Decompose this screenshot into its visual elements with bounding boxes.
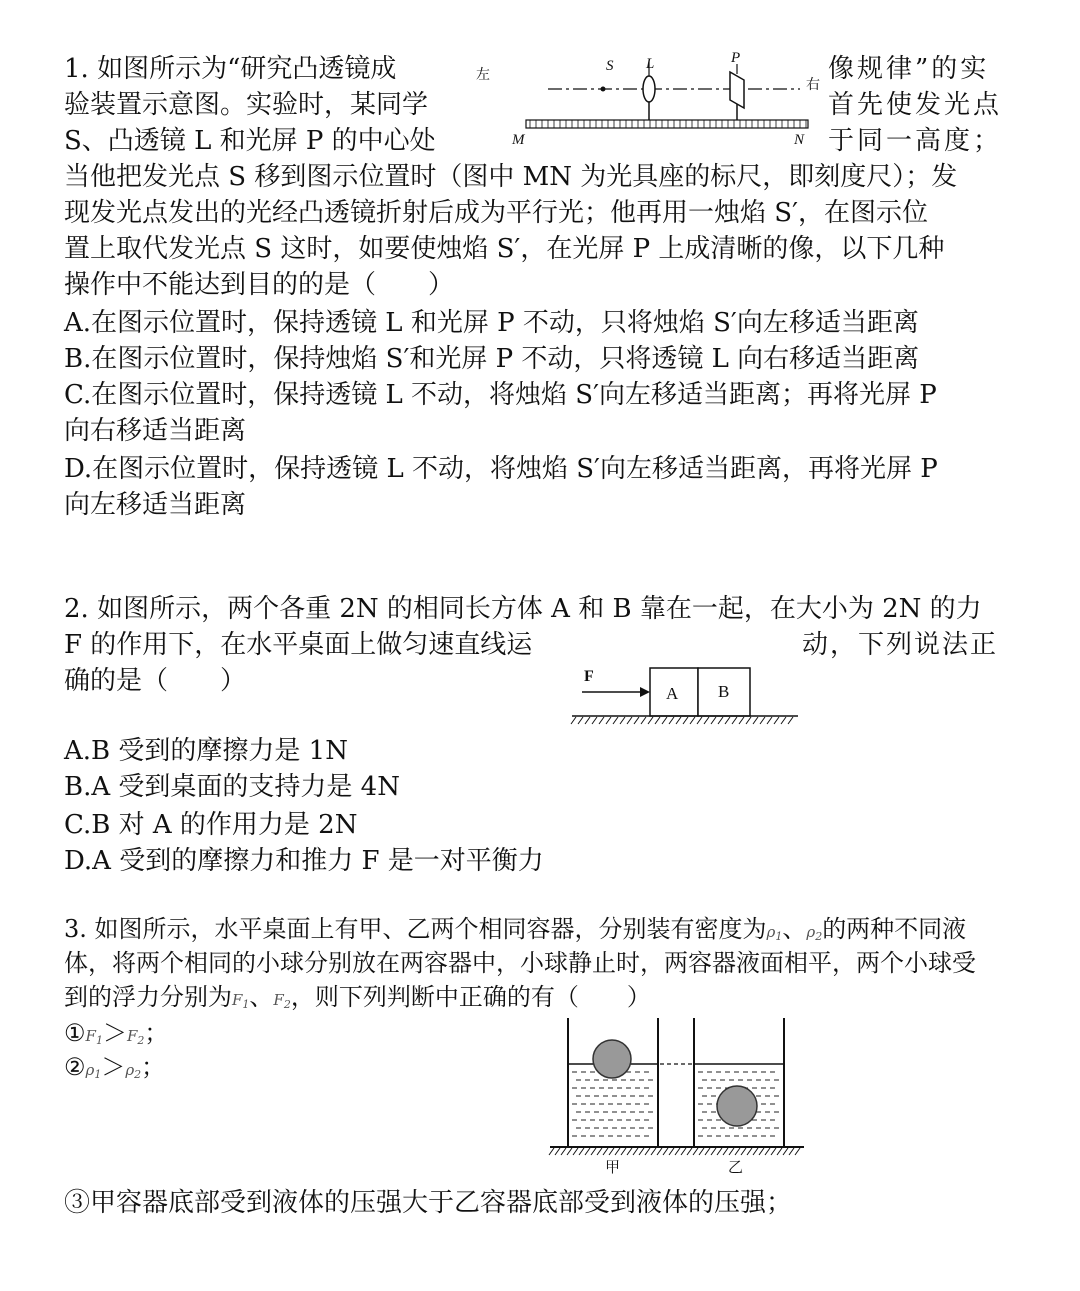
label-right: 右 <box>806 78 820 93</box>
label-f: F <box>584 668 594 685</box>
q1-option-d-line2: 向左移适当距离 <box>64 490 247 520</box>
label-p: P <box>731 50 741 66</box>
f1-symbol: $F_1$ <box>232 991 250 1011</box>
ball-yi <box>717 1086 757 1126</box>
q3-line1-a: 3. 如图所示，水平桌面上有甲、乙两个相同容器，分别装有密度为 <box>64 915 767 943</box>
q2-blocks-drawing <box>568 664 808 734</box>
q1-line3-right: 于同一高度； <box>828 126 1003 156</box>
q1-line2-left: 验装置示意图。实验时，某同学 <box>64 90 429 120</box>
q2-option-c: C.B 对 A 的作用力是 2N <box>64 810 358 840</box>
q2-line1: 2. 如图所示，两个各重 2N 的相同长方体 A 和 B 靠在一起，在大小为 2N 的力 <box>64 594 982 624</box>
scale-mn <box>526 120 808 128</box>
q2-option-d: D.A 受到的摩擦力和推力 F 是一对平衡力 <box>64 846 544 876</box>
q3-line3: 到的浮力分别为$F_1$、$F_2$，则下列判断中正确的有（ ） <box>64 983 651 1011</box>
q1-line1-right: 像规律”的实 <box>828 54 990 84</box>
q1-line3-left: S、凸透镜 L 和光屏 P 的中心处 <box>64 126 436 156</box>
label-n: N <box>794 132 805 148</box>
label-jia: 甲 <box>605 1160 621 1176</box>
q3-containers-drawing <box>548 1018 808 1158</box>
rho1-symbol: $\rho_1$ <box>766 923 783 943</box>
q1-line6: 置上取代发光点 S 这时，如要使烛焰 S′，在光屏 P 上成清晰的像，以下几种 <box>64 234 945 264</box>
q1-option-c-line2: 向右移适当距离 <box>64 416 247 446</box>
convex-lens-l <box>643 76 655 102</box>
q3-item3: ③甲容器底部受到液体的压强大于乙容器底部受到液体的压强； <box>64 1188 793 1218</box>
ball-jia <box>593 1040 631 1078</box>
q1-line4: 当他把发光点 S 移到图示位置时（图中 MN 为光具座的标尺，即刻度尺）；发 <box>64 162 958 192</box>
q1-bench-drawing <box>500 52 820 152</box>
label-yi: 乙 <box>728 1160 744 1176</box>
label-m: M <box>512 132 525 148</box>
q1-line5: 现发光点发出的光经凸透镜折射后成为平行光；他再用一烛焰 S′，在图示位 <box>64 198 928 228</box>
q1-option-b: B.在图示位置时，保持烛焰 S′和光屏 P 不动，只将透镜 L 向右移适当距离 <box>64 344 920 374</box>
q1-line7: 操作中不能达到目的的是（ ） <box>64 270 455 300</box>
label-b: B <box>718 682 730 701</box>
q3-line1: 3. 如图所示，水平桌面上有甲、乙两个相同容器，分别装有密度为$\rho_1$、$\rho_2$的两种不同液 <box>64 915 967 943</box>
q2-line2-right: 动，下列说法正 <box>802 630 999 660</box>
q2-option-a: A.B 受到的摩擦力是 1N <box>64 736 348 766</box>
light-screen-p <box>730 72 744 108</box>
q1-option-d-line1: D.在图示位置时，保持透镜 L 不动，将烛焰 S′向左移适当距离，再将光屏 P <box>64 454 938 484</box>
q2-line3: 确的是（ ） <box>64 666 247 696</box>
q3-item1: $①F_1>F_2$； <box>64 1019 169 1047</box>
q3-item2: $②\rho_1>\rho_2$； <box>64 1053 166 1081</box>
q2-option-b: B.A 受到桌面的支持力是 4N <box>64 772 400 802</box>
label-left: 左 <box>476 68 490 83</box>
q1-line2-right: 首先使发光点 <box>828 90 1003 120</box>
light-source-s <box>601 87 606 92</box>
q1-line1-left: 1. 如图所示为“研究凸透镜成 <box>64 54 397 84</box>
f2-symbol: $F_2$ <box>273 991 291 1011</box>
q1-option-a: A.在图示位置时，保持透镜 L 和光屏 P 不动，只将烛焰 S′向左移适当距离 <box>64 308 919 338</box>
q3-line1-b: 的两种不同液 <box>822 915 967 943</box>
q1-option-c-line1: C.在图示位置时，保持透镜 L 不动，将烛焰 S′向左移适当距离；再将光屏 P <box>64 380 937 410</box>
label-l: L <box>646 56 655 72</box>
rho2-symbol: $\rho_2$ <box>806 923 823 943</box>
q2-line2-left: F 的作用下，在水平桌面上做匀速直线运 <box>64 630 533 660</box>
label-s: S <box>606 58 614 74</box>
label-a: A <box>666 684 679 703</box>
q3-line2: 体，将两个相同的小球分别放在两容器中，小球静止时，两容器液面相平，两个小球受 <box>64 949 976 977</box>
